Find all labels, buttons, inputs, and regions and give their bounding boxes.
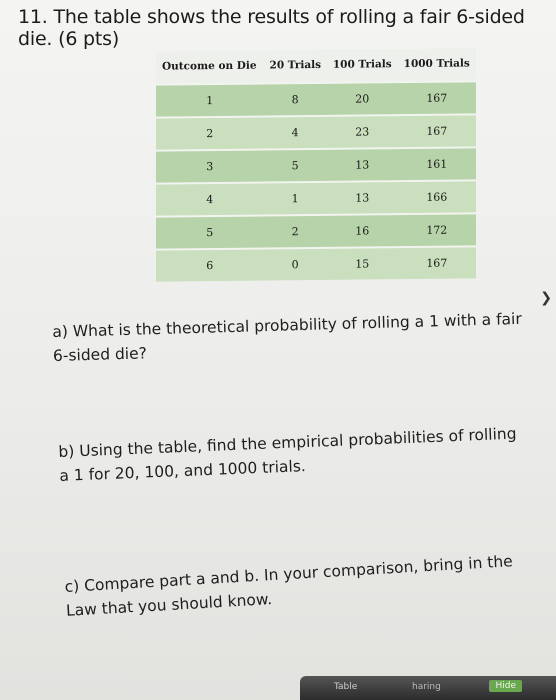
table-cell: 3 — [156, 150, 264, 184]
tab-sharing[interactable]: haring — [412, 682, 441, 692]
table-row — [156, 180, 476, 216]
table-cell: 5 — [264, 149, 327, 183]
table-cell: 5 — [156, 216, 264, 250]
table-cell: 23 — [327, 115, 398, 149]
question-part-a: a) What is the theoretical probability of rolling a 1 with a fair 6-sided die? — [52, 309, 522, 365]
header-20-trials: 20 Trials — [264, 50, 327, 84]
table-cell: 16 — [327, 214, 398, 248]
table-cell: 167 — [398, 114, 476, 148]
table-cell: 13 — [327, 148, 398, 182]
table-row — [156, 81, 476, 117]
table-cell: 172 — [398, 213, 476, 247]
table-cell: 167 — [398, 81, 476, 115]
table-row — [156, 246, 476, 281]
table-cell: 166 — [398, 180, 476, 214]
table-row — [156, 147, 476, 183]
bottom-toolbar — [300, 676, 556, 700]
header-outcome: Outcome on Die — [156, 51, 264, 85]
chevron-right-icon[interactable]: ❯ — [540, 290, 552, 306]
table-cell: 161 — [398, 147, 476, 181]
table-cell: 15 — [327, 247, 398, 280]
table-cell: 4 — [264, 116, 327, 150]
header-100-trials: 100 Trials — [327, 49, 398, 83]
table-cell: 1 — [264, 182, 327, 216]
tab-table[interactable]: Table — [334, 682, 358, 692]
table-cell: 167 — [398, 246, 476, 279]
hide-button[interactable]: Hide — [489, 680, 522, 692]
table-cell: 2 — [156, 117, 264, 151]
table-row — [156, 114, 476, 150]
table-cell: 20 — [327, 82, 398, 116]
table-row — [156, 213, 476, 249]
table-cell: 0 — [264, 248, 327, 281]
results-table-container — [156, 48, 476, 273]
results-table — [156, 48, 476, 281]
table-cell: 13 — [327, 181, 398, 215]
header-1000-trials: 1000 Trials — [398, 48, 476, 82]
table-cell: 6 — [156, 249, 264, 282]
question-part-b: b) Using the table, find the empirical probabilities of rolling a 1 for 20, 100, and 1000 trials. — [58, 424, 517, 485]
table-cell: 2 — [264, 215, 327, 249]
table-cell: 1 — [156, 84, 264, 118]
table-cell: 8 — [264, 83, 327, 117]
table-header-row — [156, 48, 476, 84]
question-title: 11. The table shows the results of rolling a fair 6-sided die. (6 pts) — [18, 6, 525, 50]
table-cell: 4 — [156, 183, 264, 217]
question-part-c: c) Compare part a and b. In your comparison, bring in the Law that you should know. — [64, 552, 514, 620]
